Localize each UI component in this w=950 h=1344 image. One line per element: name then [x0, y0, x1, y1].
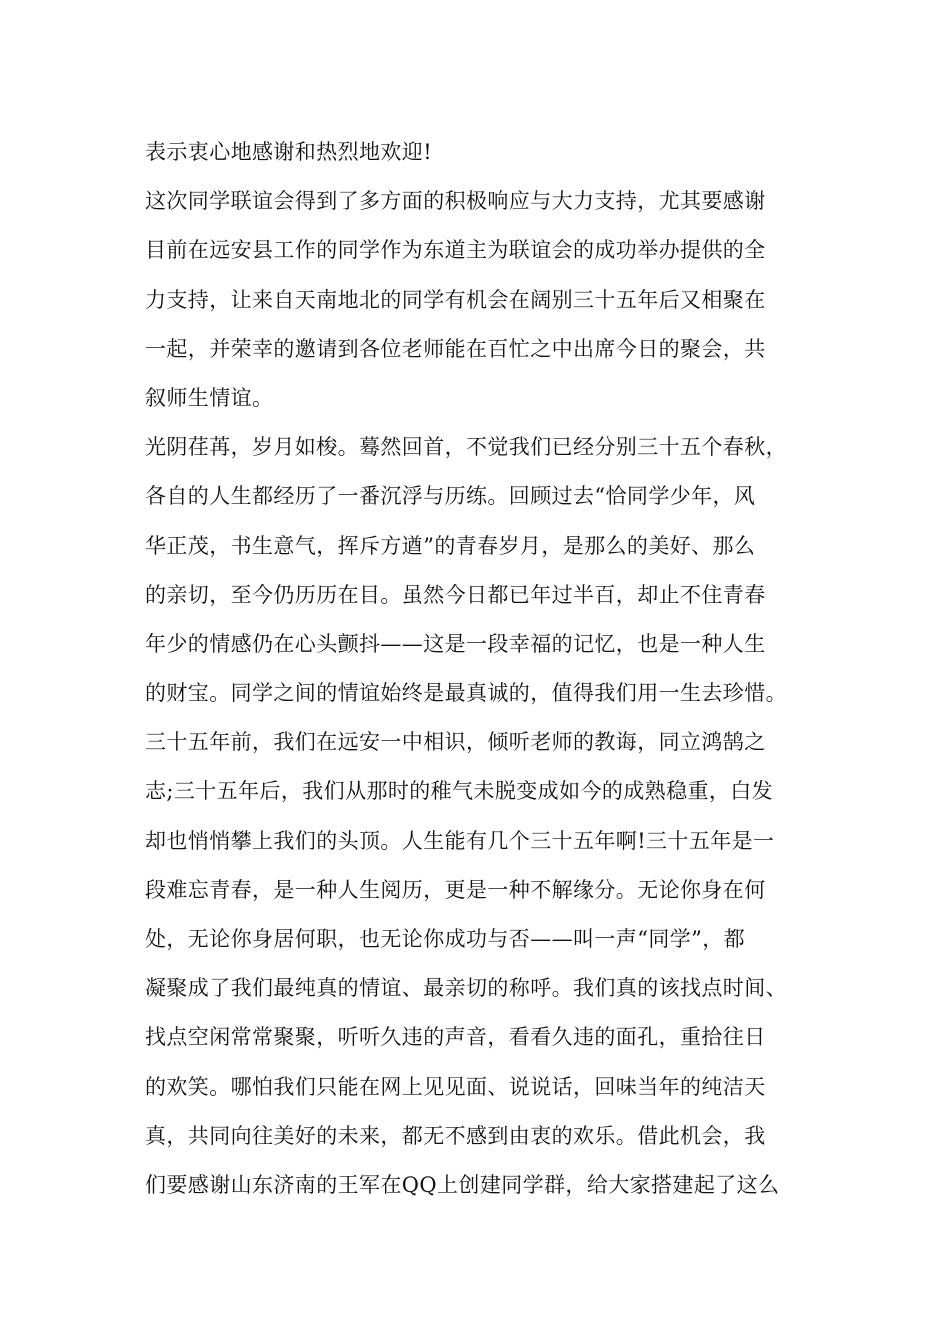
text-line: 叙师生情谊。 [145, 385, 274, 410]
text-line: 处，无论你身居何职，也无论你成功与否——叫一声“同学”，都 [145, 927, 746, 951]
text-line: 力支持，让来自天南地北的同学有机会在阔别三十五年后又相聚在 [145, 287, 766, 312]
text-line: 表示衷心地感谢和热烈地欢迎! [145, 140, 433, 164]
text-line: 华正茂，书生意气，挥斥方遒”的青春岁月，是那么的美好、那么 [145, 533, 756, 558]
text-line: 找点空闲常常聚聚，听听久违的声音，看看久违的面孔，重拾往日 [145, 1025, 766, 1050]
text-line: 目前在远安县工作的同学作为东道主为联谊会的成功举办提供的全 [145, 238, 766, 263]
text-line: 真，共同向往美好的未来，都无不感到由衷的欢乐。借此机会，我 [145, 1123, 766, 1148]
text-line: 凝聚成了我们最纯真的情谊、最亲切的称呼。我们真的该找点时间、 [145, 976, 787, 1001]
text-line: 年少的情感仍在心头颤抖——这是一段幸福的记忆，也是一种人生 [145, 631, 766, 656]
text-line: 的亲切，至今仍历历在目。虽然今日都已年过半百，却止不住青春 [145, 582, 766, 607]
body-text [145, 132, 825, 1214]
text-line: 各自的人生都经历了一番沉浮与历练。回顾过去“恰同学少年，风 [145, 484, 756, 509]
text-line: 这次同学联谊会得到了多方面的积极响应与大力支持，尤其要感谢 [145, 189, 766, 214]
text-line: 段难忘青春，是一种人生阅历，更是一种不解缘分。无论你身在何 [145, 877, 766, 902]
text-line: 光阴荏苒，岁月如梭。蓦然回首，不觉我们已经分别三十五个春秋， [145, 435, 787, 460]
text-line: 的财宝。同学之间的情谊始终是最真诚的，值得我们用一生去珍惜。 [145, 681, 787, 706]
text-line: 一起，并荣幸的邀请到各位老师能在百忙之中出席今日的聚会，共 [145, 336, 766, 361]
text-line: 三十五年前，我们在远安一中相识，倾听老师的教诲，同立鸿鹄之 [145, 730, 766, 755]
text-line: 们要感谢山东济南的王军在QQ上创建同学群，给大家搭建起了这么 [145, 1172, 780, 1197]
text-line: 的欢笑。哪怕我们只能在网上见见面、说说话，回味当年的纯洁天 [145, 1074, 766, 1099]
text-line: 却也悄悄攀上我们的头顶。人生能有几个三十五年啊!三十五年是一 [145, 828, 775, 853]
text-line: 志;三十五年后，我们从那时的稚气未脱变成如今的成熟稳重，白发 [145, 779, 774, 804]
